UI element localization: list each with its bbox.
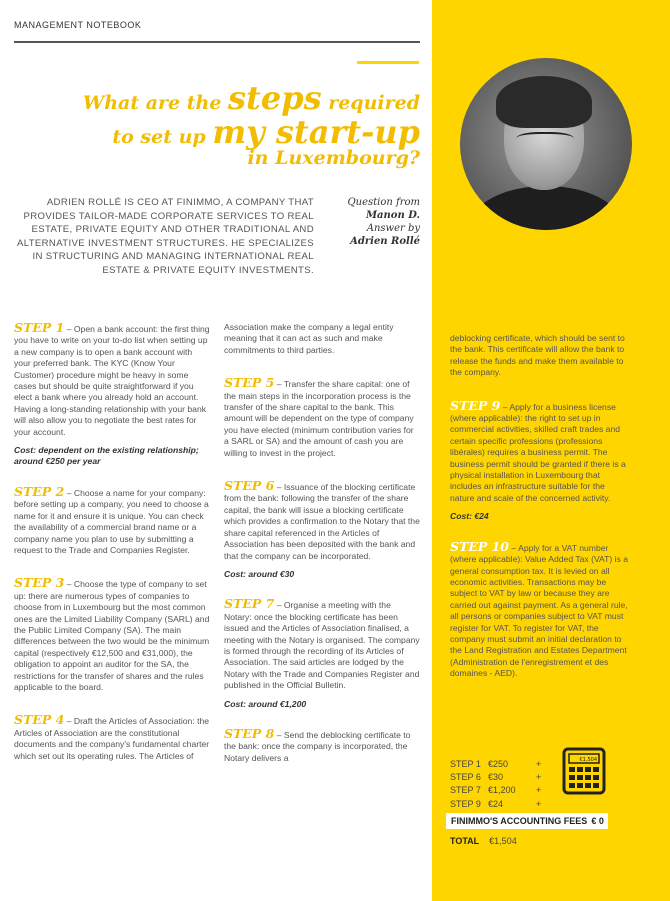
step-heading: STEP 8 <box>224 725 275 741</box>
step-text: – Choose the type of company to set up: there are numerous types of companies to choose from in Luxembourg but the most common ones are the Limited Liability Company (SARL) and the Public Limited Company (SA). The main differences between the two would be the minimum capital (respectively €12,500 and €31,000), the obligation to appoint an auditor for the SA, the restrictions for the transfer of shares and the rules applicable to the board. <box>14 579 210 692</box>
answer-author: Adrien Rollé <box>350 236 420 247</box>
step-9 <box>450 397 628 505</box>
title-part: in Luxembourg? <box>247 147 420 170</box>
total-value: €1,504 <box>489 836 517 846</box>
step-cost: Cost: dependent on the existing relationship; around €250 per year <box>14 445 199 467</box>
fee-value: €24 <box>488 798 504 809</box>
article-title <box>20 79 420 170</box>
step-text: – Open a bank account: the first thing you have to write on your to-do list when setting up a new company is to open a bank account with your preferred bank. The KYC (Know Your Customer) procedure might be heavy in some cases but should be quite straightforward if you elect a bank where you already hold an account. Having a long-standing relationship with your bank will also allow you to negotiate the best rates for your account. <box>14 324 210 437</box>
title-emphasis: my start-up <box>212 112 420 151</box>
step-4 <box>14 714 210 762</box>
accounting-fees-label: FINIMMO'S ACCOUNTING FEES <box>451 816 588 826</box>
step-heading: STEP 2 <box>14 483 65 499</box>
step-8-continued: deblocking certificate, which should be sent to the bank. This certificate will allow the bank to release the funds and make them available to the company. <box>450 333 625 378</box>
title-part: to set up <box>112 125 213 148</box>
plus-sign: + <box>536 772 542 783</box>
question-author: Manon D. <box>365 210 420 221</box>
step-7 <box>224 598 420 691</box>
fee-label: STEP 9 <box>450 798 481 809</box>
calculator-display: €1,504 <box>579 757 597 763</box>
step-heading: STEP 10 <box>450 538 510 554</box>
step-text: – Apply for a VAT number (where applicable): Value Added Tax (VAT) is a general consumption tax. It is levied on all economic activities. Transactions may be subject to VAT by law or because they are carried out against payment. As a general rule, all persons or companies subject to VAT must register for VAT. To register for VAT, the company must submit an initial declaration to the Land Registration and Estates Department (Administration de l'enregistrement et des domaines - AED). <box>450 542 629 679</box>
step-heading: STEP 3 <box>14 575 65 591</box>
accent-dash <box>357 61 419 64</box>
total-row <box>450 836 517 846</box>
step-4-continued: Association make the company a legal entity meaning that it can act as such and make commitments to third parties. <box>224 322 394 355</box>
calculator-icon <box>562 747 606 795</box>
question-answer-credit <box>330 196 420 248</box>
step-2 <box>14 483 210 556</box>
fee-row <box>450 797 640 810</box>
step-text: – Transfer the share capital: one of the main steps in the incorporation process is the transfer of the share capital to the bank. This amount will be dependent on the type of company you have elected (minimum contribution varies for a SARL or SA) and the amount of cash you are willing to invest in the project. <box>224 379 414 458</box>
author-intro: ADRIEN ROLLÉ IS CEO AT FINIMMO, A COMPANY THAT PROVIDES TAILOR-MADE CORPORATE SERVICES TO REAL ESTATE, PRIVATE EQUITY AND OTHER TRADITIONAL AND ALTERNATIVE INVESTMENT STRUCTURES. HE SPECIALIZES IN STRUCTURING AND MANAGING INTERNATIONAL REAL ESTATE & PRIVATE EQUITY INVESTMENTS. <box>16 197 314 276</box>
fee-row <box>450 784 640 797</box>
step-text: – Organise a meeting with the Notary: once the blocking certificate has been issued and the Articles of Association finalised, a meeting with the Notary is organised. The company is formed through the recording of its Articles of Association. The said articles are lodged by the Notary with the Trade and Companies Register and published in the Official Bulletin. <box>224 600 420 691</box>
step-text: – Draft the Articles of Association: the Articles of Association are the constitutional documents and the company's fundamental charter which set out its operating rules. The Articles of <box>14 716 210 761</box>
accounting-fees-box <box>446 813 608 829</box>
answer-label: Answer by <box>366 223 420 234</box>
text-column-2 <box>224 322 420 771</box>
step-heading: STEP 1 <box>14 320 65 335</box>
step-cost: Cost: around €30 <box>224 568 295 579</box>
fees-summary <box>450 757 640 811</box>
step-heading: STEP 5 <box>224 375 275 391</box>
fee-value: €30 <box>488 772 504 783</box>
fee-value: €250 <box>488 758 509 769</box>
step-cost: Cost: €24 <box>450 511 489 522</box>
plus-sign: + <box>536 758 542 769</box>
question-label: Question from <box>347 197 420 208</box>
fee-row <box>450 757 640 770</box>
total-label: TOTAL <box>450 836 480 846</box>
step-text: – Send the deblocking certificate to the bank: once the company is incorporated, the Notary delivers a <box>224 729 411 763</box>
title-emphasis: steps <box>228 79 322 117</box>
step-cost: Cost: around €1,200 <box>224 698 307 709</box>
header-divider <box>14 41 420 43</box>
accounting-fees-value: € 0 <box>591 816 604 826</box>
step-8 <box>224 725 420 764</box>
step-5 <box>224 377 420 459</box>
step-heading: STEP 6 <box>224 478 275 494</box>
text-column-3 <box>450 333 628 687</box>
step-text: – Issuance of the blocking certificate from the bank: following the transfer of the share capital, the bank will issue a blocking certificate which provides a confirmation to the Notary that the share capital referenced in the Articles of Association has been deposited with the bank and that the company can be incorporated. <box>224 482 420 561</box>
fee-label: STEP 1 <box>450 758 481 769</box>
step-10 <box>450 538 629 680</box>
fee-row <box>450 770 640 783</box>
step-3 <box>14 577 210 693</box>
author-portrait <box>460 58 632 230</box>
fee-label: STEP 6 <box>450 772 481 783</box>
step-6 <box>224 480 420 562</box>
step-text: – Apply for a business license (where applicable): the right to set up in commercial activities, skilled craft trades and certain specific professions (professions libérales) requires a business permit. The business permit should be granted if there is a physical installation in Luxembourg that includes an infrastructure suitable for the nature and scale of the concerned activity. <box>450 401 626 503</box>
step-text: – Choose a name for your company: before setting up a company, you need to choose a name for it and ensure it is unique. You can check the availability of a commercial brand name or a company name you plan to use by submitting a request to the Trade and Companies Register. <box>14 487 209 555</box>
fee-label: STEP 7 <box>450 785 481 796</box>
title-part: What are the <box>82 92 229 114</box>
plus-sign: + <box>536 798 542 809</box>
text-column-1 <box>14 322 210 769</box>
step-heading: STEP 9 <box>450 397 501 413</box>
step-heading: STEP 4 <box>14 712 65 728</box>
step-1 <box>14 322 210 438</box>
section-label: MANAGEMENT NOTEBOOK <box>14 20 142 30</box>
plus-sign: + <box>536 785 542 796</box>
fee-value: €1,200 <box>488 785 516 796</box>
title-part: required <box>321 92 420 114</box>
step-heading: STEP 7 <box>224 596 275 612</box>
